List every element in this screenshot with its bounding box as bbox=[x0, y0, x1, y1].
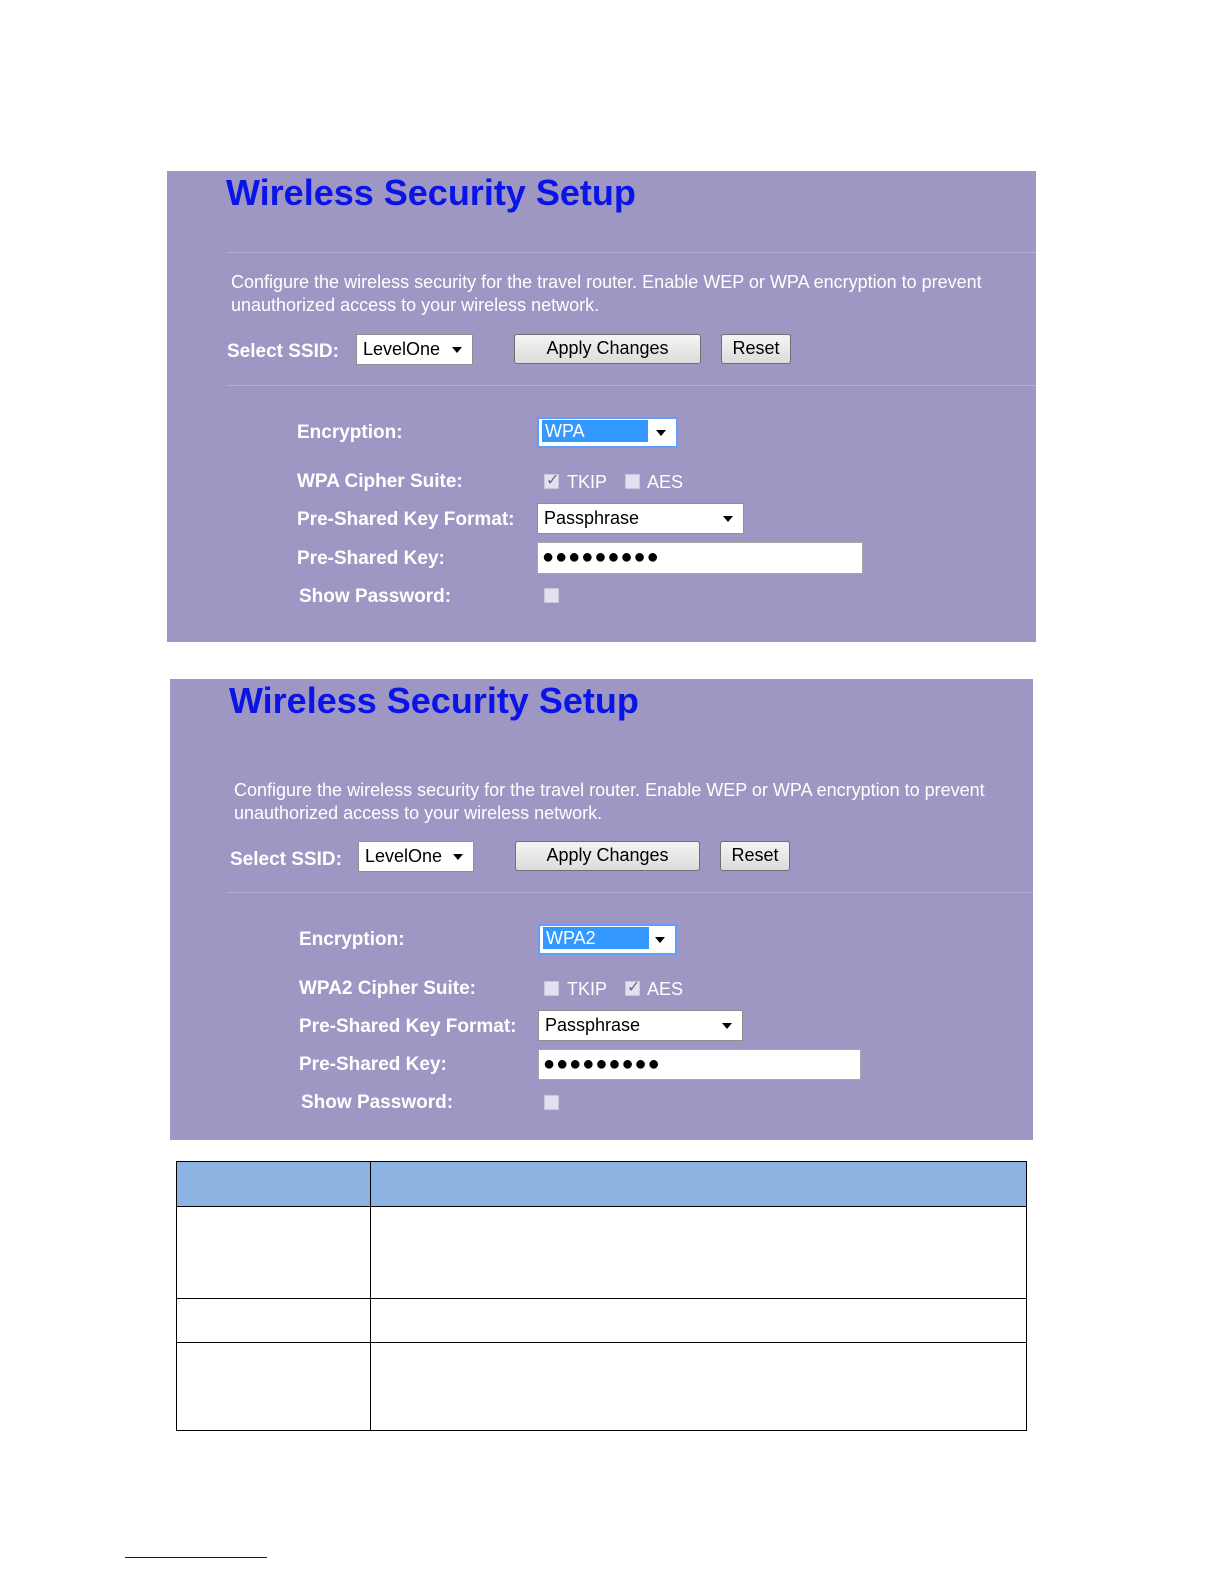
key-format-select[interactable] bbox=[537, 503, 744, 534]
page-title: Wireless Security Setup bbox=[229, 680, 639, 721]
encryption-value: WPA2 bbox=[543, 927, 649, 949]
apply-changes-button[interactable]: Apply Changes bbox=[515, 841, 700, 871]
table-cell bbox=[177, 1299, 371, 1343]
chevron-down-icon bbox=[656, 430, 666, 436]
table-cell bbox=[177, 1343, 371, 1431]
encryption-select[interactable] bbox=[538, 924, 677, 955]
psk-input[interactable]: ●●●●●●●●● bbox=[538, 1049, 861, 1080]
section-divider bbox=[228, 892, 1033, 893]
encryption-label: Encryption: bbox=[299, 929, 405, 950]
chevron-down-icon bbox=[655, 937, 665, 943]
encryption-label: Encryption: bbox=[297, 422, 403, 443]
footnote-separator bbox=[125, 1557, 267, 1558]
table-header-cell bbox=[371, 1162, 1027, 1207]
psk-label: Pre-Shared Key: bbox=[299, 1054, 447, 1075]
aes-label: AES bbox=[647, 472, 684, 492]
psk-label: Pre-Shared Key: bbox=[297, 548, 445, 569]
aes-checkbox[interactable] bbox=[625, 981, 640, 996]
chevron-down-icon bbox=[452, 347, 462, 353]
table-cell bbox=[371, 1299, 1027, 1343]
key-format-value: Passphrase bbox=[544, 508, 640, 528]
ssid-select[interactable] bbox=[356, 334, 473, 365]
table-row bbox=[177, 1299, 1027, 1343]
aes-checkbox[interactable] bbox=[625, 474, 640, 489]
table-cell bbox=[371, 1207, 1027, 1299]
encryption-select[interactable] bbox=[537, 417, 678, 448]
table-row bbox=[177, 1207, 1027, 1299]
show-password-checkbox[interactable] bbox=[544, 588, 559, 603]
ssid-value: LevelOne bbox=[365, 846, 443, 866]
description-line-1: Configure the wireless security for the travel router. Enable WEP or WPA encryption to prevent bbox=[231, 272, 982, 292]
tkip-checkbox[interactable] bbox=[544, 474, 559, 489]
key-format-select[interactable] bbox=[538, 1010, 743, 1041]
table-row bbox=[177, 1343, 1027, 1431]
chevron-down-icon bbox=[453, 854, 463, 860]
description-table bbox=[176, 1161, 1027, 1431]
chevron-down-icon bbox=[722, 1023, 732, 1029]
reset-button[interactable]: Reset bbox=[720, 841, 790, 871]
table-header-cell bbox=[177, 1162, 371, 1207]
wpa-settings-panel bbox=[167, 171, 1036, 642]
page-title: Wireless Security Setup bbox=[226, 172, 636, 213]
description-line-2: unauthorized access to your wireless network. bbox=[234, 803, 603, 823]
ssid-select[interactable] bbox=[358, 841, 474, 872]
ssid-value: LevelOne bbox=[363, 339, 441, 359]
cipher-suite-label: WPA Cipher Suite: bbox=[297, 471, 463, 492]
key-format-label: Pre-Shared Key Format: bbox=[299, 1016, 517, 1037]
wpa2-settings-panel bbox=[170, 679, 1033, 1140]
description-line-1: Configure the wireless security for the travel router. Enable WEP or WPA encryption to prevent bbox=[234, 780, 985, 800]
table-header-row bbox=[177, 1162, 1027, 1207]
tkip-checkbox[interactable] bbox=[544, 981, 559, 996]
apply-changes-button[interactable]: Apply Changes bbox=[514, 334, 701, 364]
reset-button[interactable]: Reset bbox=[721, 334, 791, 364]
chevron-down-icon bbox=[723, 516, 733, 522]
show-password-label: Show Password: bbox=[299, 586, 452, 607]
show-password-label: Show Password: bbox=[301, 1092, 454, 1113]
key-format-label: Pre-Shared Key Format: bbox=[297, 509, 515, 530]
title-divider bbox=[226, 252, 1036, 253]
select-ssid-label: Select SSID: bbox=[227, 341, 339, 362]
cipher-suite-label: WPA2 Cipher Suite: bbox=[299, 978, 476, 999]
select-ssid-label: Select SSID: bbox=[230, 849, 342, 870]
description-line-2: unauthorized access to your wireless network. bbox=[231, 295, 600, 315]
table-cell bbox=[177, 1207, 371, 1299]
tkip-label: TKIP bbox=[567, 472, 608, 492]
table-cell bbox=[371, 1343, 1027, 1431]
key-format-value: Passphrase bbox=[545, 1015, 641, 1035]
psk-input[interactable]: ●●●●●●●●● bbox=[537, 542, 863, 574]
show-password-checkbox[interactable] bbox=[544, 1095, 559, 1110]
encryption-value: WPA bbox=[542, 420, 648, 442]
tkip-label: TKIP bbox=[567, 979, 608, 999]
section-divider bbox=[226, 385, 1036, 386]
aes-label: AES bbox=[647, 979, 684, 999]
